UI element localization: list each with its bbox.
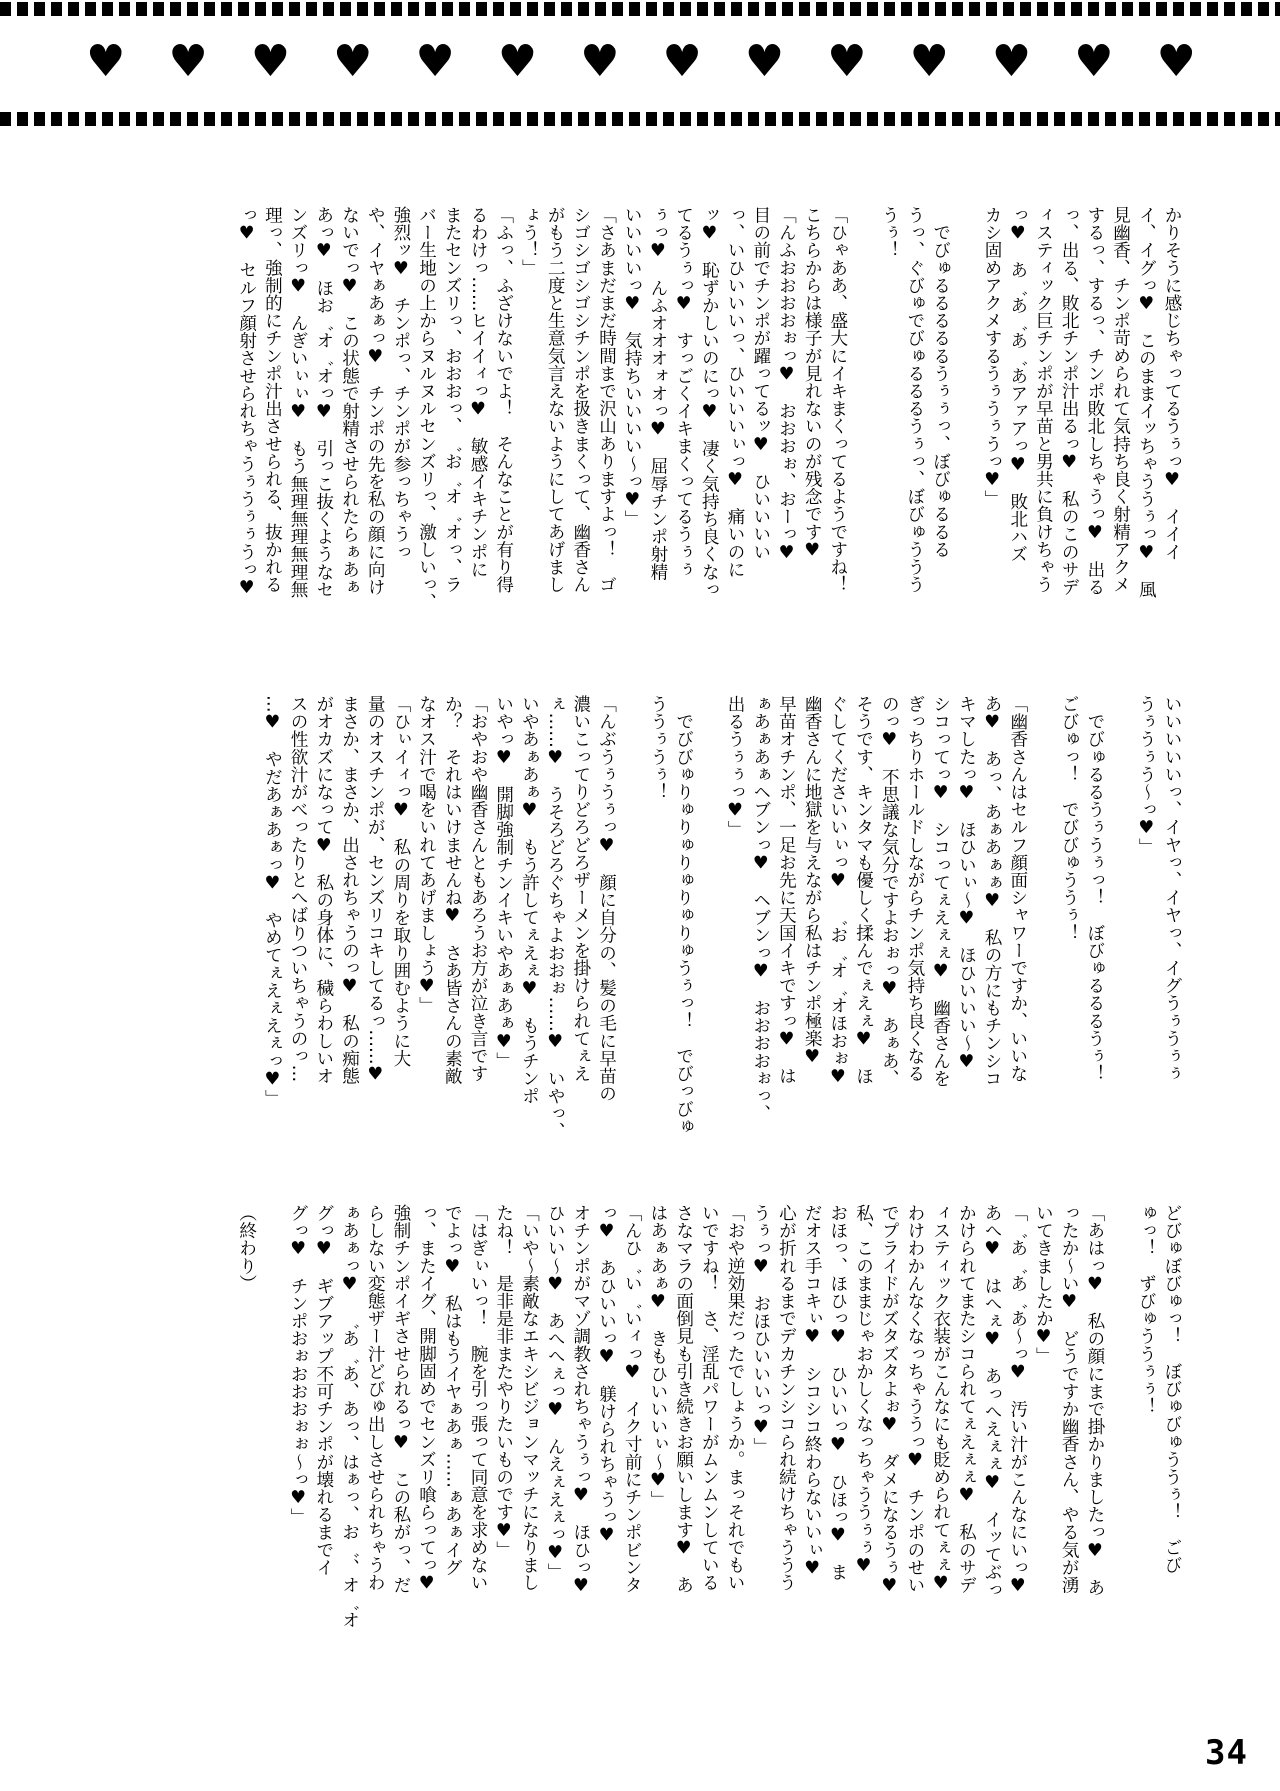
heart-icon: ♥ — [909, 36, 949, 87]
heart-icon: ♥ — [580, 36, 620, 87]
heart-row — [86, 36, 1196, 87]
text-block-bottom: どびゅぼびゅっ！ ぼびゅびゅううぅ！ ごび ゅっ！ ずびゅううぅぅ！ 「あはっ♥ 私の顔にまで掛かりましたっ♥ あ ったか～い♥ どうですか幽香さん、やる気が湧 いてきましたか♥」 「゛あ゛あ゛あ～っ♥ 汚い汁がこんなにいっ♥ あへ♥ はへぇ♥ あっへえぇぇ♥ イッてぶっ かけられてまたシコられてぇえぇぇ♥ 私のサデ ィスティック衣装がこんなにも貶められてぇぇ♥ わけわかんなくなっちゃううっ♥ チンポのせい でプライドがズタズタよぉ♥ ダメになるうぅ♥ 私、このままじゃおかしくなっちゃううぅぅ♥ おほっ、ほひっ♥ ひいいっ♥ ひほっ♥ ま だオス手コキぃ♥ シコシコ終わらないいぃ♥ 心が折れるまでデカチンシコられ続けちゃううう うぅっ♥ おほひいいいっ♥」 「おや逆効果だったでしょうか。まっそれでもい いですね！ さ、淫乱パワーがムンムンしている さなマラの面倒見も引き続きお願いします♥ あ はあぁあぁ♥ きもひいいいぃ～♥」 「んひ゛い゛いィっ♥ イク寸前にチンポビンタ っ♥ あひいいっ♥ 躾けられちゃうっ♥ オチンポがマゾ調教されちゃうぅっ♥ ほひっ♥ ひいい～♥ あへへぇっ♥ んえぇえぇっ♥」 「いや～素敵なエキシビジョンマッチになりまし たね！ 是非是非またやりたいものです♥」 「はぎぃいっ！ 腕を引っ張って同意を求めない でよっ♥ 私はもうイヤぁあぁ……ぁあぁイグ っ、またイグ、開脚固めでセンズリ喰らってっ♥ 強制チンポイギさせられるっ♥ この私がっ、だ らしない変態ザー汁どびゅ出しさせられちゃうわ ぁあぁっ♥ ゛あ゛あ、あっ、はぁっ、お゛、オ゛オ グっ♥ ギブアップ不可チンポが壊れるまでイ グっ♥ チンポおぉおおおぉぉ～っ♥」 （終わり） — [236, 1204, 1182, 1629]
page-number: 34 — [1205, 1733, 1248, 1773]
heart-icon: ♥ — [1156, 36, 1196, 87]
heart-icon: ♥ — [415, 36, 455, 87]
dotted-border-bottom — [0, 112, 1280, 126]
dotted-border-top — [0, 2, 1280, 16]
heart-icon: ♥ — [1074, 36, 1114, 87]
heart-icon: ♥ — [744, 36, 785, 87]
text-block-top: かりそうに感じちゃってるうぅっ♥ イイイ イ、イグっ♥ このままイッちゃううぅっ♥ 風 見幽香、チンポ苛められて気持ち良く射精アクメ するっ、するっ、チンポ敗北しちゃうっ♥ 出る っ、出る、敗北チンポ汁出るっ♥ 私のこのサデ ィスティック巨チンポが早苗と男共に負けちゃう っ♥ あ゛あ゛あ゛あアァアっ♥ 敗北ハズ カシ固めアクメするうぅうぅうっ♥」 でびゅるるるるるうぅぅっ、ぼびゅるるる うっ、ぐびゅでびゅるるるうぅっ、ぼびゅううう うぅ！ 「ひゃああ、盛大にイキまくってるようですね！ こちらからは様子が見れないのが残念です♥ 「んふおおおおぉっ♥ おおおぉ、おーっ♥ 目の前でチンポが躍ってるッ♥ ひいいいい っ、いひいいいっ、ひいいいぃっ♥ 痛いのに ッ♥ 恥ずかしいのにっ♥ 凄く気持ち良くなっ てるうぅっ♥ すっごくイキまくってるうぅぅ ぅっ♥ んふオオオォオっ♥ 屈辱チンポ射精 いいいいっ♥ 気持ちいいいい～っ♥」 「さあまだまだ時間まで沢山ありますよっ！ ゴ シゴシゴシゴシチンポを扱きまくって、幽香さん がもう二度と生意気言えないようにしてあげまし ょう！」 「ふっ、ふざけないでよ！ そんなことが有り得 るわけっ……ヒイイィっ♥ 敏感イキチンポに またセンズリっ、おおおっ、゛お゛オ゛オっ、ラ バー生地の上からヌルヌルセンズリっ、激しいっ、 強烈ッ♥ チンポっ、チンポが参っちゃうっ や、イヤぁあぁっ♥ チンポの先を私の顔に向け ないでっ♥ この状態で射精させられたらぁあぁ あっ♥ ほお゛オ゛オっ♥ 引っこ抜くようなセ ンズリっ♥ んぎいぃぃ♥ もう無理無理無理無 理っ、強制的にチンポ汁出させられる、抜かれる っ♥ セルフ顔射させられちゃうぅうぅぅうっ♥ — [236, 206, 1182, 611]
heart-icon: ♥ — [86, 36, 126, 87]
heart-icon: ♥ — [991, 36, 1032, 87]
text-block-middle: いいいいいっ、イヤっ、イヤっ、イグうぅうぅぅ うぅうぅう～っ♥」 でびゅるるうぅうぅっ！ ぼびゅるるるうぅ！ ごびゅっ！ でびびゅううぅ！ 「幽香さんはセルフ顔面シャワーですか、いいな あ♥ あっ、あぁあぁぁ♥ 私の方にもチンシコ キマしたっ♥ ほひいぃ～♥ ほひいいい～♥ シコってっ♥ シコってぇえぇぇ♥ 幽香さんを ぎっちりホールドしながらチンポ気持ち良くなる のっ♥ 不思議な気分ですよおぉっ♥ あぁあ、 そうです、キンタマも優しく揉んでぇえぇ♥ ほ ぐしてくださいいぃっ♥ ゛お゛オ゛オほおぉ♥ 幽香さんに地獄を与えながら私はチンポ極楽♥ 早苗オチンポ、一足お先に天国イキですっ♥ は ぁあぁあぁヘブンっ♥ ヘブンっ♥ おおおおぉっ、 出るうぅぅっ♥」 でびびゅりゅりゅりゅりゅりゅうぅっ！ でびっびゅ ううぅうぅ！ 「んぶうぅうぅっ♥ 顔に自分の、髪の毛に早苗の 濃いこってりどろどろザーメンを掛けられてぇえ ぇ……♥ うそろどろぐちゃよおおぉ……♥ いやっ、 いやあぁあぁ♥ もう許してぇえぇ♥ もうチンポ いやっ♥ 開脚強制チンイキいやあぁあぁ♥」 「おやおや幽香さんともあろうお方が泣き言です か？ それはいけませんね♥ さあ皆さんの素敵 なオス汁で喝をいれてあげましょう♥」 「ひぃイィっ♥ 私の周りを取り囲むように大 量のオスチンポが、センズリコキしてるっ……♥ まさか、まさか、出されちゃうのっ♥ 私の痴態 がオカズになって♥ 私の身体に、穢らわしいオ スの性欲汁がべったりとへばりついちゃうのっ… …♥ やだあぁあぁっ♥ やめてぇえぇえぇっ♥」 — [262, 695, 1182, 1140]
heart-icon: ♥ — [333, 36, 373, 87]
heart-icon: ♥ — [250, 36, 291, 87]
heart-icon: ♥ — [168, 36, 208, 87]
heart-icon: ♥ — [497, 36, 538, 87]
heart-icon: ♥ — [827, 36, 867, 87]
heart-icon: ♥ — [662, 36, 702, 87]
